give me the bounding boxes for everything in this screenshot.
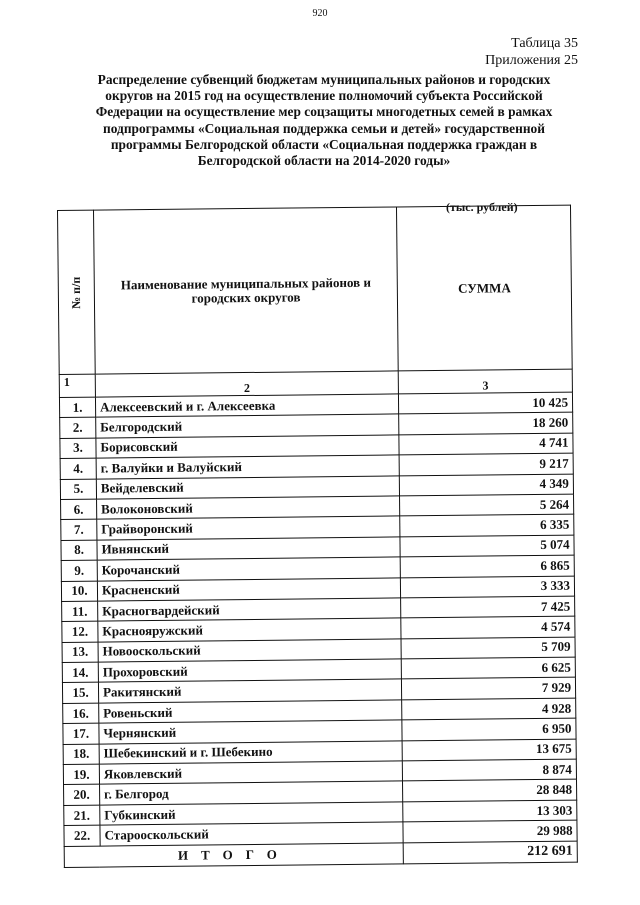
row-number: 16. [63, 703, 99, 724]
row-district-name: Корочанский [97, 557, 400, 581]
row-amount: 6 865 [400, 555, 574, 577]
row-amount: 6 625 [401, 657, 575, 679]
row-district-name: Алексеевский и г. Алексеевка [95, 394, 398, 418]
row-number: 10. [61, 581, 97, 602]
units-label: (тыс. рублей) [446, 200, 518, 214]
row-district-name: Прохоровский [98, 659, 401, 683]
row-amount: 5 264 [400, 494, 574, 516]
row-number: 4. [60, 458, 96, 479]
row-amount: 29 988 [403, 820, 577, 842]
row-district-name: г. Валуйки и Валуйский [96, 455, 399, 479]
row-number: 8. [61, 540, 97, 561]
row-amount: 3 333 [401, 576, 575, 598]
row-number: 19. [63, 764, 99, 785]
row-amount: 7 425 [401, 596, 575, 618]
row-number: 18. [63, 744, 99, 765]
table-label: Таблица 35 [511, 36, 578, 51]
document-title: Распределение субвенций бюджетам муниципальных районов и городских округов на 2015 год на осуществление полномочий субъекта Российской Федерации на осуществление мер соцзащиты многодетных семей в рамках подпрограммы «Социальная поддержка семьи и детей» государственной программы Белгородской области «Социальная поддержка граждан в Белгородской области на 2014-2020 годы» [95, 72, 553, 169]
row-district-name: Красненский [97, 577, 400, 601]
row-district-name: Белгородский [96, 414, 399, 438]
row-amount: 6 950 [402, 718, 576, 740]
row-district-name: Шебекинский и г. Шебекино [99, 741, 402, 765]
row-district-name: Яковлевский [99, 761, 402, 785]
header-col-name: Наименование муниципальных районов и городских округов [93, 207, 398, 374]
total-label: ИТОГО [64, 843, 403, 868]
row-number: 22. [64, 825, 100, 846]
row-amount: 28 848 [403, 780, 577, 802]
row-district-name: Грайворонский [97, 516, 400, 540]
row-number: 9. [61, 560, 97, 581]
page-number: 920 [312, 8, 328, 19]
row-amount: 9 217 [399, 453, 573, 475]
row-amount: 6 335 [400, 514, 574, 536]
table-header-row [58, 205, 573, 374]
row-district-name: Чернянский [99, 720, 402, 744]
row-district-name: Красногвардейский [98, 598, 401, 622]
subvention-table [57, 205, 578, 868]
row-district-name: Ракитянский [98, 679, 401, 703]
row-district-name: Старооскольский [100, 822, 403, 846]
row-number: 11. [62, 601, 98, 622]
row-number: 21. [64, 805, 100, 826]
row-district-name: Краснояружский [98, 618, 401, 642]
row-amount: 18 260 [399, 413, 573, 435]
row-amount: 4 349 [400, 474, 574, 496]
row-number: 3. [60, 438, 96, 459]
row-number: 13. [62, 642, 98, 663]
row-district-name: Волоконовский [96, 496, 399, 520]
row-number: 5. [60, 479, 96, 500]
column-index-2: 2 [95, 371, 398, 397]
row-number: 12. [62, 621, 98, 642]
row-amount: 10 425 [399, 392, 573, 414]
header-col-sum: СУММА [397, 205, 572, 371]
row-district-name: Борисовский [96, 435, 399, 459]
table-caption [485, 35, 578, 69]
row-number: 1. [59, 397, 95, 418]
row-district-name: Новооскольский [98, 639, 401, 663]
row-number: 6. [61, 499, 97, 520]
row-district-name: Ровеньский [99, 700, 402, 724]
appendix-label: Приложения 25 [485, 53, 578, 68]
row-number: 17. [63, 723, 99, 744]
header-col-num-text: № п/п [69, 276, 84, 309]
row-amount: 7 929 [402, 678, 576, 700]
row-amount: 13 303 [403, 800, 577, 822]
row-amount: 4 574 [401, 616, 575, 638]
row-number: 15. [62, 683, 98, 704]
total-amount: 212 691 [403, 841, 577, 864]
row-amount: 4 741 [399, 433, 573, 455]
column-index-1: 1 [59, 374, 95, 397]
row-number: 14. [62, 662, 98, 683]
row-district-name: г. Белгород [99, 781, 402, 805]
row-amount: 4 928 [402, 698, 576, 720]
row-amount: 5 074 [400, 535, 574, 557]
row-amount: 5 709 [401, 637, 575, 659]
header-col-num [58, 210, 96, 374]
total-row [64, 841, 577, 867]
row-district-name: Вейделевский [96, 475, 399, 499]
column-index-3: 3 [398, 369, 572, 394]
row-number: 7. [61, 519, 97, 540]
row-district-name: Губкинский [100, 802, 403, 826]
row-district-name: Ивнянский [97, 537, 400, 561]
row-number: 2. [60, 417, 96, 438]
row-number: 20. [64, 785, 100, 806]
row-amount: 13 675 [402, 739, 576, 761]
row-amount: 8 874 [403, 759, 577, 781]
